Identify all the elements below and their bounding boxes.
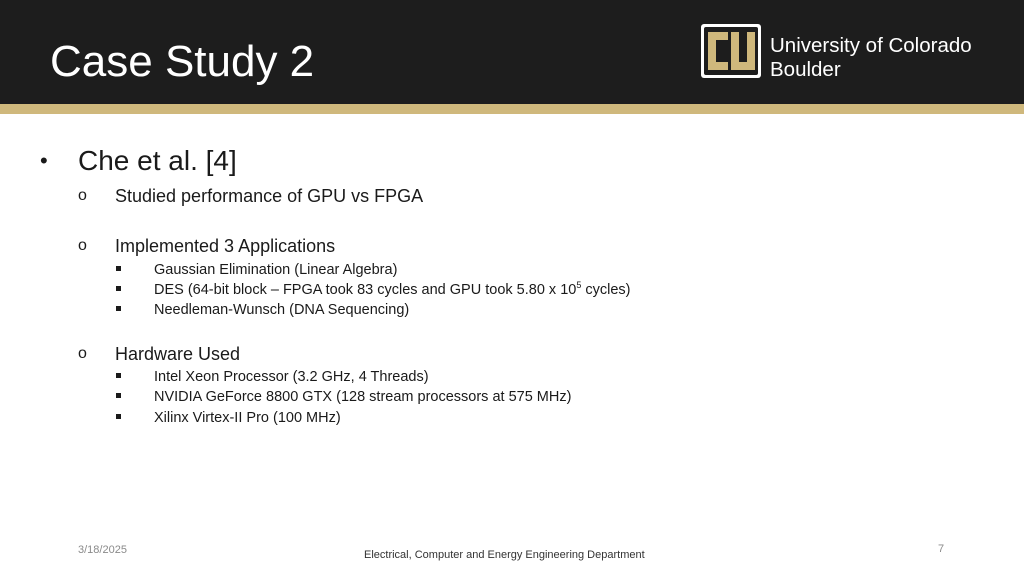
bullet-dot-icon: • <box>40 148 48 173</box>
logo-line-1: University of Colorado <box>770 34 972 57</box>
main-bullet-text: Che et al. [4] <box>78 145 237 176</box>
sub-bullet-text: Studied performance of GPU vs FPGA <box>115 186 424 206</box>
list-item-text: NVIDIA GeForce 8800 GTX (128 stream processors at 575 MHz) <box>154 389 572 405</box>
square-bullet-icon <box>116 266 121 271</box>
square-bullet-icon <box>116 393 121 398</box>
des-exponent: 5 <box>576 280 582 291</box>
des-suffix: cycles) <box>581 282 631 298</box>
footer-date: 3/18/2025 <box>78 544 127 556</box>
sub-bullet-text: Implemented 3 Applications <box>115 236 336 256</box>
list-item-text: Needleman-Wunsch (DNA Sequencing) <box>154 302 410 318</box>
square-bullet-icon <box>116 414 121 419</box>
list-item-text <box>154 281 631 299</box>
square-bullet-icon <box>116 373 121 378</box>
list-item-text: Gaussian Elimination (Linear Algebra) <box>154 262 398 278</box>
list-item-text: Intel Xeon Processor (3.2 GHz, 4 Threads) <box>154 369 429 385</box>
logo-line-2: Boulder <box>770 58 841 81</box>
slide-title: Case Study 2 <box>50 37 315 86</box>
footer-department: Electrical, Computer and Energy Engineering Department <box>364 549 645 561</box>
square-bullet-icon <box>116 306 121 311</box>
des-text: DES (64-bit block – FPGA took 83 cycles and GPU took 5.80 x 10 <box>154 282 577 298</box>
circle-bullet-icon: o <box>78 187 87 204</box>
circle-bullet-icon: o <box>78 237 87 254</box>
list-item-text: Xilinx Virtex-II Pro (100 MHz) <box>154 410 341 426</box>
circle-bullet-icon: o <box>78 345 87 362</box>
page-number: 7 <box>938 543 945 555</box>
sub-bullet-text: Hardware Used <box>115 344 241 364</box>
square-bullet-icon <box>116 286 121 291</box>
